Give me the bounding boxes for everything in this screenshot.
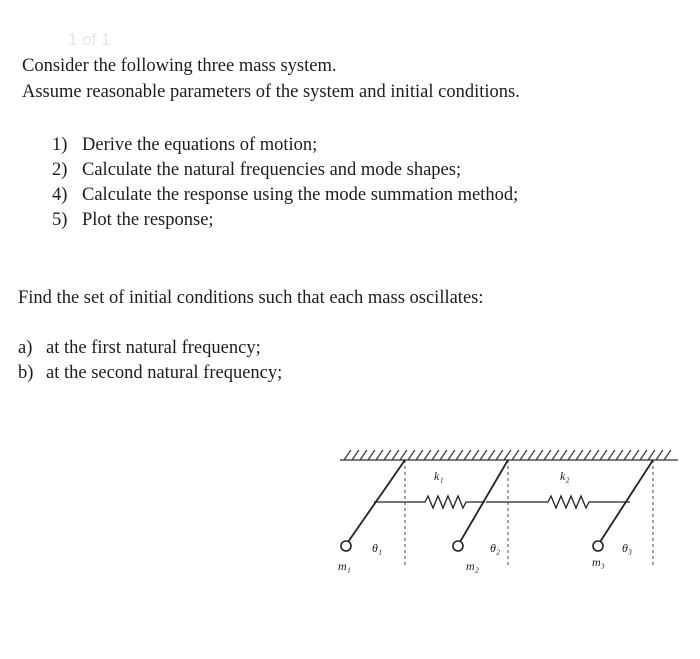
task-item [52,186,518,205]
task-number: 2) [52,160,68,180]
intro-line-2: Assume reasonable parameters of the system and initial conditions. [22,82,520,102]
pendulum-rod-2 [460,460,508,542]
mass-2 [453,541,463,551]
page-counter: 1 of 1 [68,30,111,49]
pendulum-rod-1 [348,460,405,542]
option-text: at the first natural frequency; [46,338,261,358]
spring-label-k1: k₁ [434,469,444,483]
option-letter: b) [18,363,34,383]
task-number: 5) [52,210,68,230]
ceiling-support [340,450,678,460]
angle-label-theta2: θ₂ [490,541,501,555]
option-item [18,339,261,358]
task-text: Plot the response; [82,210,214,230]
option-text: at the second natural frequency; [46,363,283,383]
spring-label-k2: k₂ [560,469,570,483]
spring-k1 [374,496,485,508]
task-item [52,136,317,155]
task-text: Calculate the response using the mode summation method; [82,185,519,205]
task-number: 1) [52,135,68,155]
angle-label-theta1: θ₁ [372,541,383,555]
pendulum-rod-3 [600,460,653,542]
option-letter: a) [18,338,33,358]
pendulum-rods [348,460,653,542]
mass-label-m2: m₂ [466,559,479,573]
task-text: Derive the equations of motion; [82,135,318,155]
option-item [18,364,282,383]
angle-label-theta3: θ₃ [622,541,633,555]
pendulum-system-diagram [330,430,690,590]
task-text: Calculate the natural frequencies and mode shapes; [82,160,462,180]
task-item [52,211,214,230]
mass-1 [341,541,351,551]
question-text: Find the set of initial conditions such that each mass oscillates: [18,288,484,308]
task-item [52,161,461,180]
mass-label-m1: m₁ [338,559,351,573]
intro-line-1: Consider the following three mass system. [22,56,337,76]
mass-label-m3: m₃ [592,555,605,569]
task-number: 4) [52,185,68,205]
mass-3 [593,541,603,551]
